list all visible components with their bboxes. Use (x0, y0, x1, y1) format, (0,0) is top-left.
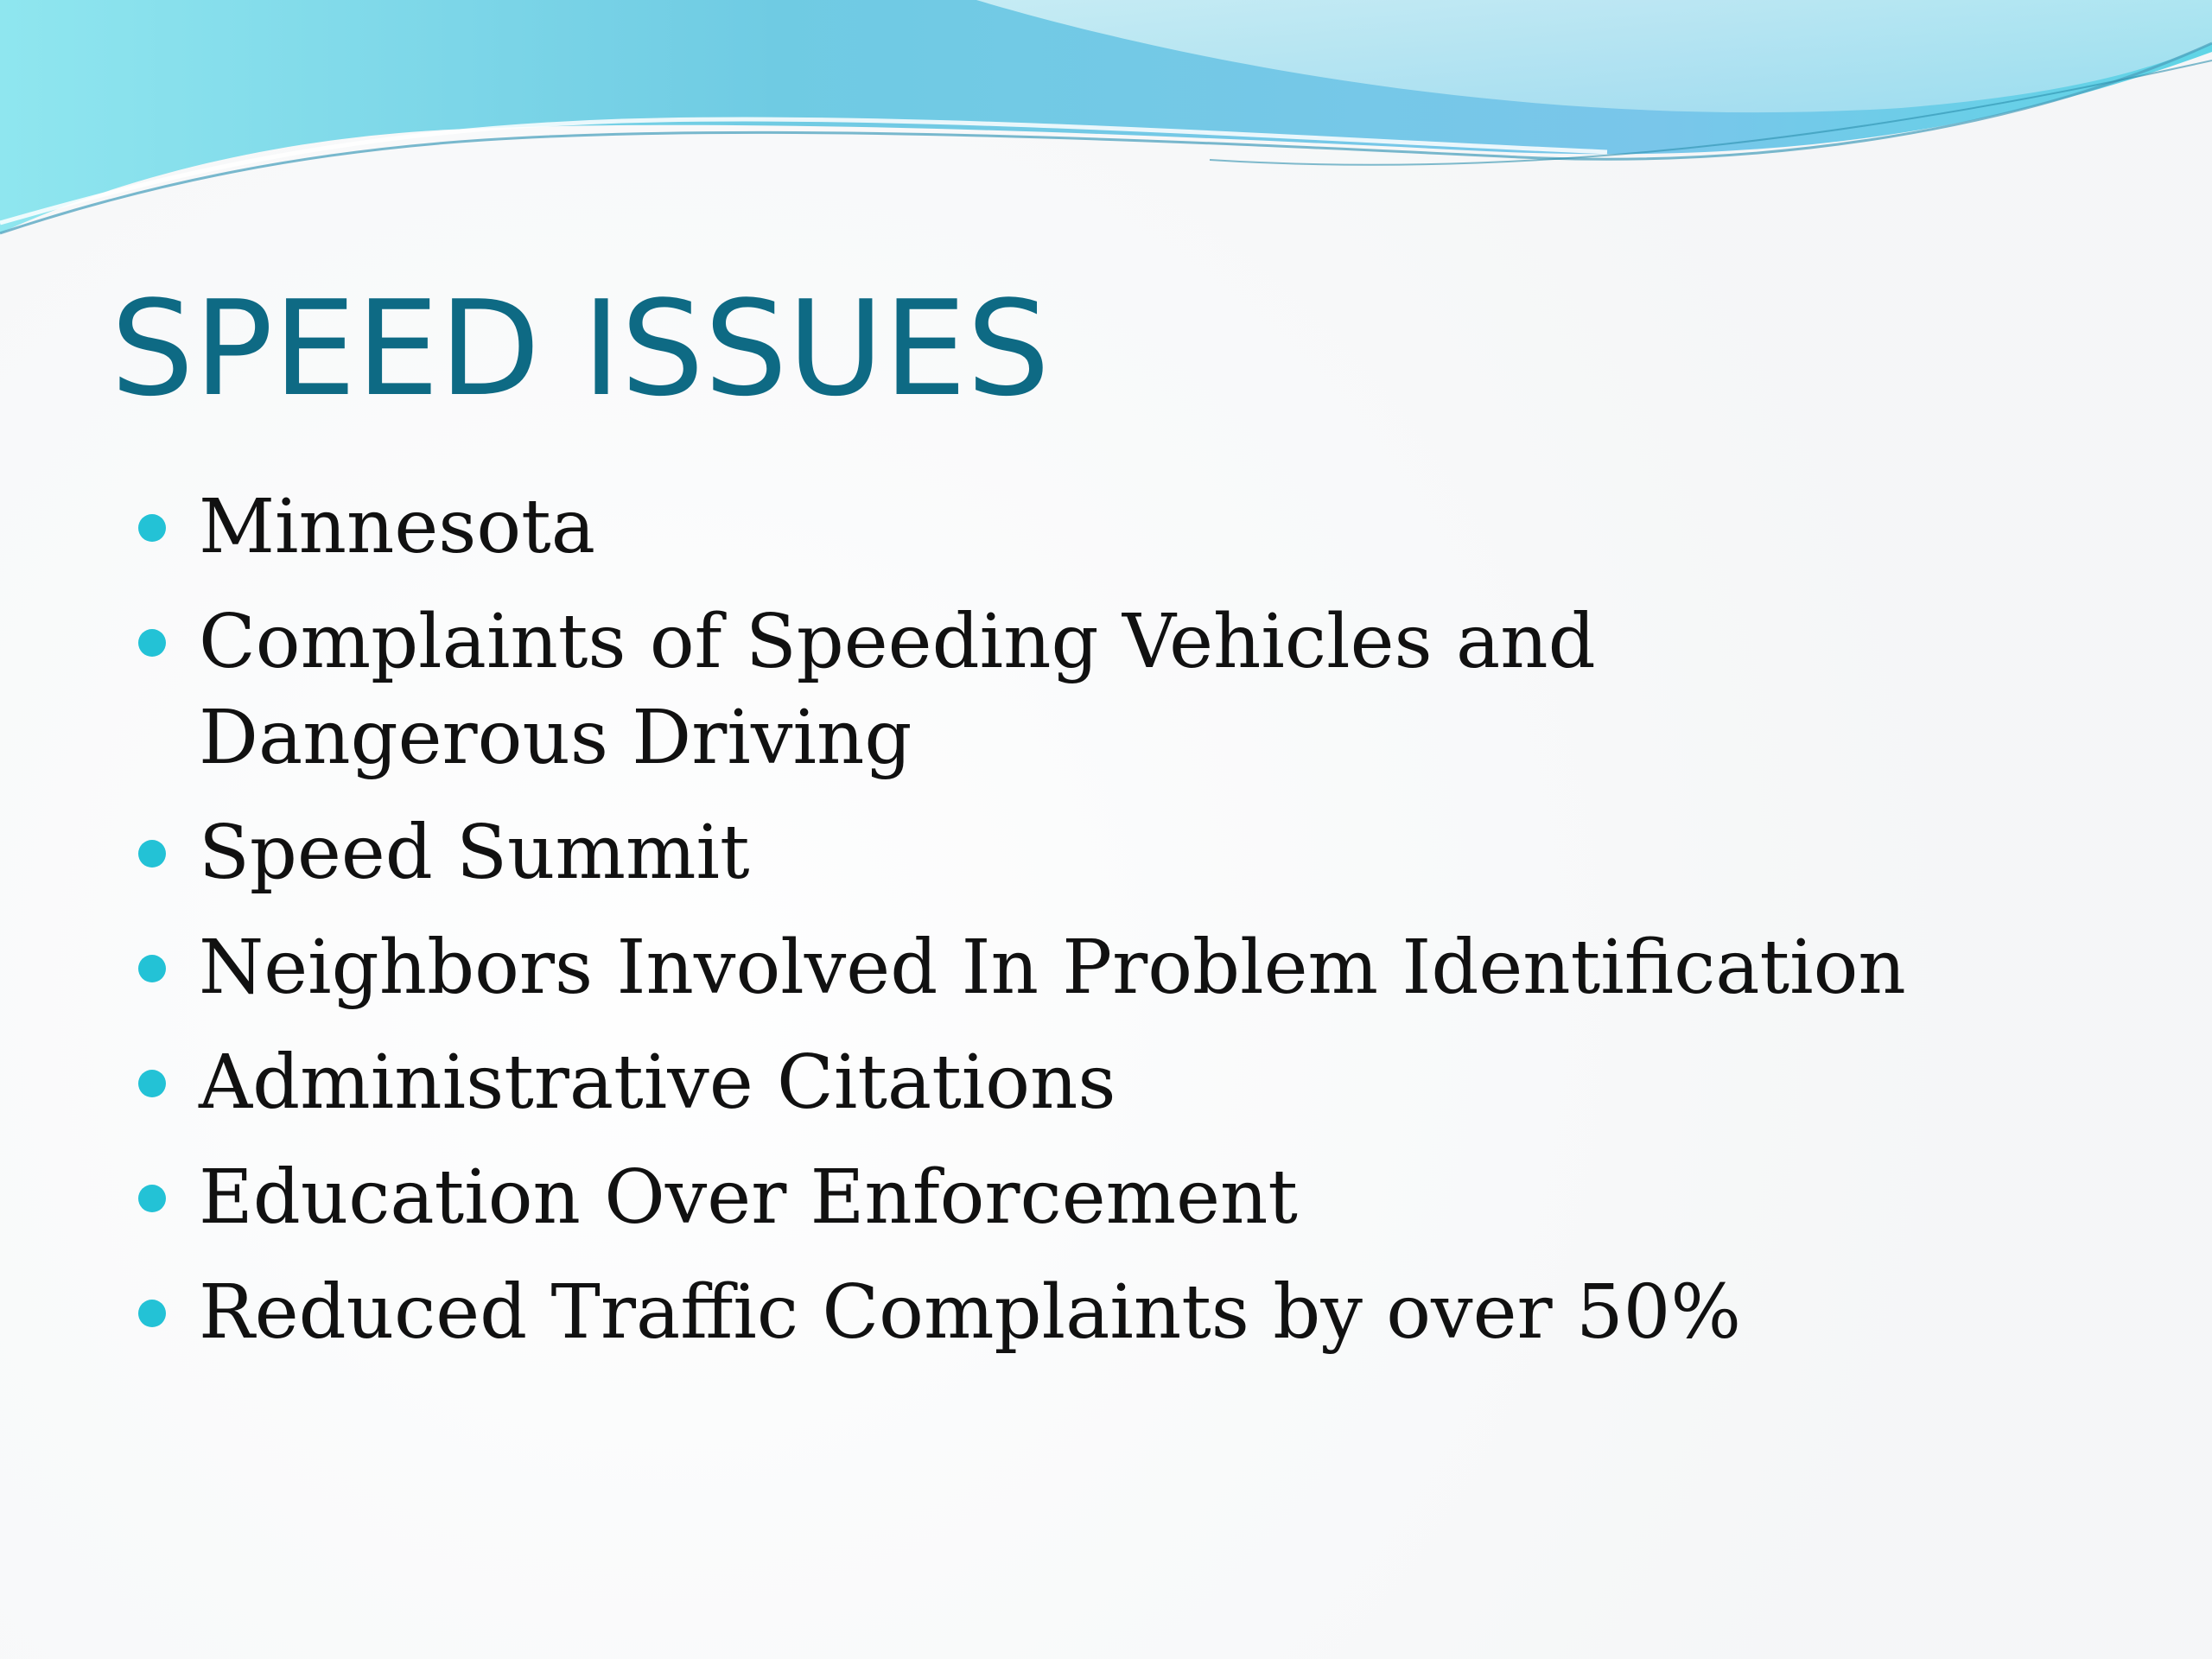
bullet-icon (138, 955, 166, 982)
bullet-icon (138, 840, 166, 868)
bullet-icon (138, 514, 166, 542)
bullet-icon (138, 629, 166, 657)
bullet-text: Administrative Citations (199, 1039, 1116, 1126)
list-item (199, 480, 2013, 575)
list-item (199, 594, 2013, 786)
list-item (199, 1265, 2013, 1361)
bullet-text: Reduced Traffic Complaints by over 50% (199, 1269, 1742, 1356)
bullet-text: Complaints of Speeding Vehicles and Dangerous Driving (199, 599, 1596, 781)
bullet-text: Neighbors Involved In Problem Identification (199, 925, 1906, 1011)
bullet-text: Minnesota (199, 484, 595, 570)
list-item (199, 805, 2013, 901)
slide-title: SPEED ISSUES (111, 272, 1051, 425)
list-item (199, 1035, 2013, 1131)
bullet-text: Speed Summit (199, 810, 750, 896)
bullet-icon (138, 1070, 166, 1097)
bullet-list (199, 480, 2013, 1380)
bullet-icon (138, 1300, 166, 1327)
bullet-icon (138, 1185, 166, 1212)
decorative-wave-header (0, 0, 2212, 259)
list-item (199, 920, 2013, 1016)
list-item (199, 1150, 2013, 1246)
bullet-text: Education Over Enforcement (199, 1154, 1298, 1241)
